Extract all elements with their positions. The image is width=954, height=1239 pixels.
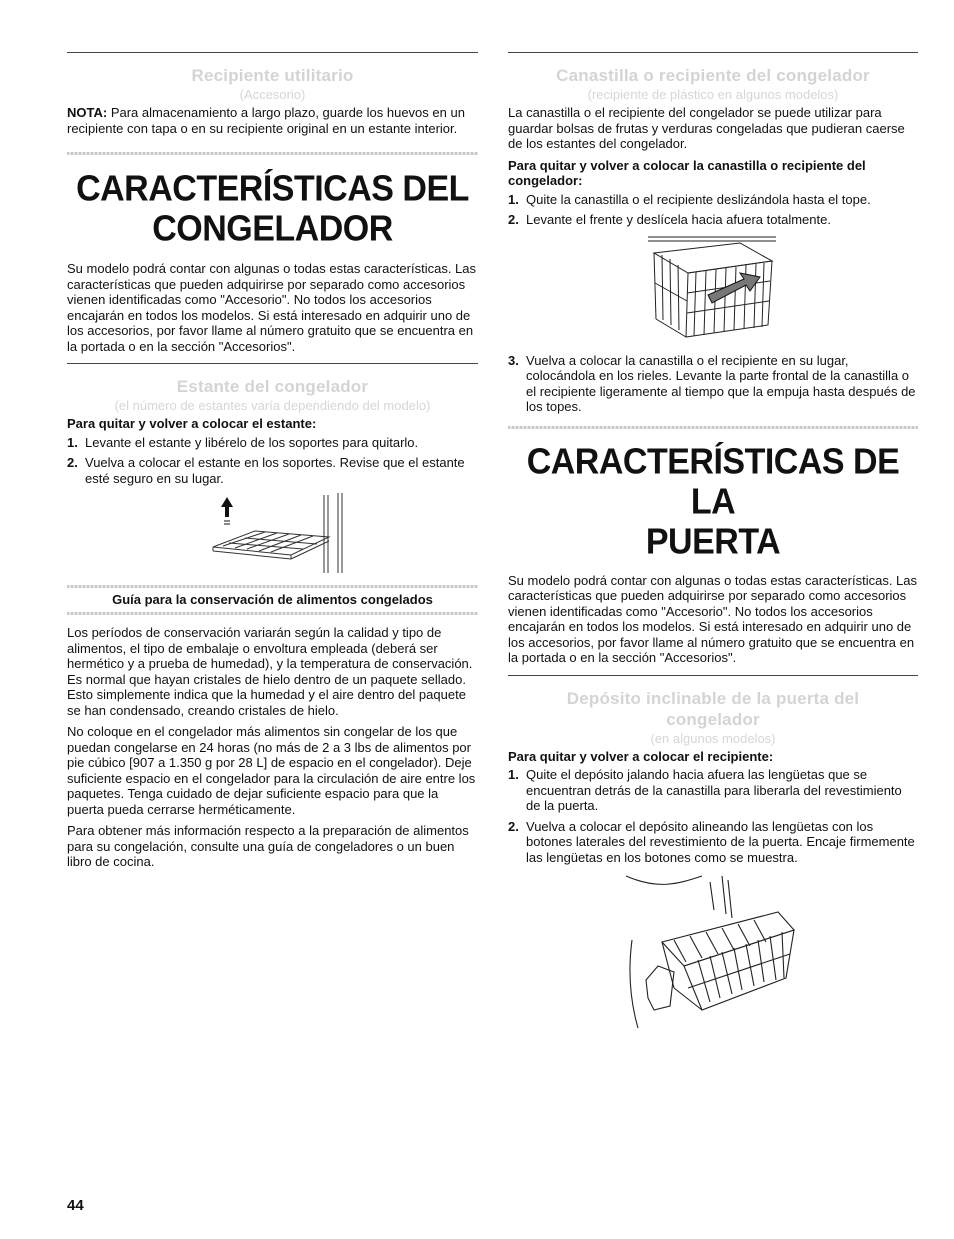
- deposito-note: (en algunos modelos): [650, 730, 776, 746]
- puerta-title-line2: PUERTA: [645, 521, 781, 562]
- left-column: [67, 52, 478, 876]
- estante-heading: Para quitar y volver a colocar el estante:: [67, 416, 317, 431]
- estante-step-1: 1. Levante el estante y libérelo de los soportes para quitarlo.: [67, 434, 419, 450]
- nota-text: Para almacenamiento a largo plazo, guarde los huevos en un recipiente con tapa o en su recipiente original en un estante interior.: [67, 105, 465, 136]
- puerta-title-line1: CARACTERÍSTICAS DE LA: [526, 441, 900, 522]
- deposito-step-2: 2. Vuelva a colocar el depósito alineando las lengüetas con los botones laterales del revestimiento de la puerta. Encaje firmemente las lengüetas en los botones como se muestra.: [508, 818, 915, 865]
- page-number: 44: [67, 1197, 84, 1214]
- puerta-intro: Su modelo podrá contar con algunas o todas estas características. Las características que pueden adquirirse por separado como accesorios vienen identificadas como "Accesorio". No todos los accesorios encajarán en todos los modelos. Si está interesado en adquirir uno de los accesorios, por favor llame al número gratuito que se encuentra en la portada o en la sección "Accesorios".: [508, 572, 918, 665]
- shelf-illustration: [193, 491, 353, 575]
- canastilla-step-1: 1. Quite la canastilla o el recipiente deslizándola hasta el tope.: [508, 191, 871, 207]
- congelador-intro: Su modelo podrá contar con algunas o todas estas características. Las características que pueden adquirirse por separado como accesorios vienen identificadas como "Accesorio". No todos los accesorios encajarán en todos los modelos. Si está interesado en adquirir uno de los accesorios, por favor llame al número gratuito que se encuentra en la portada o en la sección "Accesorios".: [67, 261, 477, 354]
- canastilla-step-2: 2. Levante el frente y deslícela hacia afuera totalmente.: [508, 212, 831, 227]
- deposito-title-line2: congelador: [666, 709, 760, 729]
- guia-paragraph-1: Los períodos de conservación variarán según la calidad y tipo de alimentos, el tipo de embalaje o envoltura empleada (deberá ser hermético y a prueba de humedad), y la temperatura de conservación. Es normal que hayan cristales de hielo dentro de un paquete sellado. Esto simplemente indica que la humedad y el aire dentro del paquete se han condensado, creando cristales de hielo.: [67, 625, 473, 718]
- estante-step-2: 2. Vuelva a colocar el estante en los soportes. Revise que el estante esté seguro en su lugar.: [67, 455, 465, 486]
- section-rule: [508, 426, 918, 429]
- deposito-heading: Para quitar y volver a colocar el recipiente:: [508, 748, 774, 764]
- congelador-title-line1: CARACTERÍSTICAS DEL: [76, 169, 469, 209]
- recipiente-note: (Accesorio): [239, 87, 306, 102]
- nota-paragraph: [67, 105, 478, 136]
- estante-title: Estante del congelador: [176, 377, 369, 396]
- deposito-step-1: 1. Quite el depósito jalando hacia afuera las lengüetas que se encuentran detrás de la canastilla para liberarla del revestimiento de la puerta.: [508, 767, 902, 813]
- right-column: [508, 52, 918, 1030]
- canastilla-note: (recipiente de plástico en algunos modelos): [587, 87, 839, 102]
- basket-illustration: [648, 233, 778, 345]
- nota-label: NOTA:: [67, 105, 108, 120]
- section-rule: [67, 152, 478, 155]
- recipiente-title: Recipiente utilitario: [191, 66, 354, 85]
- section-rule: [67, 585, 478, 588]
- puerta-title: [508, 442, 918, 562]
- guia-paragraph-2: No coloque en el congelador más alimentos sin congelar de los que puedan congelarse en 24 horas (no más de 2 a 3 lbs de alimentos por pie cúbico [907 a 1.350 g por 28 L] de espacio en el congelador). Deje suficiente espacio en el congelador para la circulación de aire entre los paquetes. Tenga cuidado de dejar suficiente espacio para que la puerta pueda cerrarse herméticamente.: [67, 724, 476, 817]
- canastilla-step-3: 3. Vuelva a colocar la canastilla o el recipiente en su lugar, colocándola en los rieles. Levante la parte frontal de la canastilla o el recipiente ligeramente al tiempo que la empuja hasta después de los topes.: [508, 352, 916, 414]
- deposito-title: [508, 688, 918, 730]
- estante-note: (el número de estantes varía dependiendo del modelo): [114, 398, 431, 413]
- canastilla-title: Canastilla o recipiente del congelador: [556, 66, 870, 85]
- deposito-title-line1: Depósito inclinable de la puerta del: [566, 688, 860, 708]
- guia-heading: Guía para la conservación de alimentos congelados: [112, 592, 433, 607]
- canastilla-intro: La canastilla o el recipiente del congelador se puede utilizar para guardar bolsas de frutas y verduras congeladas que pudieran caerse de los estantes del congelador.: [508, 105, 905, 151]
- guia-paragraph-3: Para obtener más información respecto a la preparación de alimentos para su congelación, consulte una guía de congeladores o un buen libro de cocina.: [67, 823, 469, 869]
- canastilla-heading: Para quitar y volver a colocar la canastilla o recipiente del congelador:: [508, 157, 866, 188]
- congelador-title: [67, 169, 478, 249]
- congelador-title-line2: CONGELADOR: [152, 209, 393, 249]
- door-bin-illustration: [618, 870, 808, 1030]
